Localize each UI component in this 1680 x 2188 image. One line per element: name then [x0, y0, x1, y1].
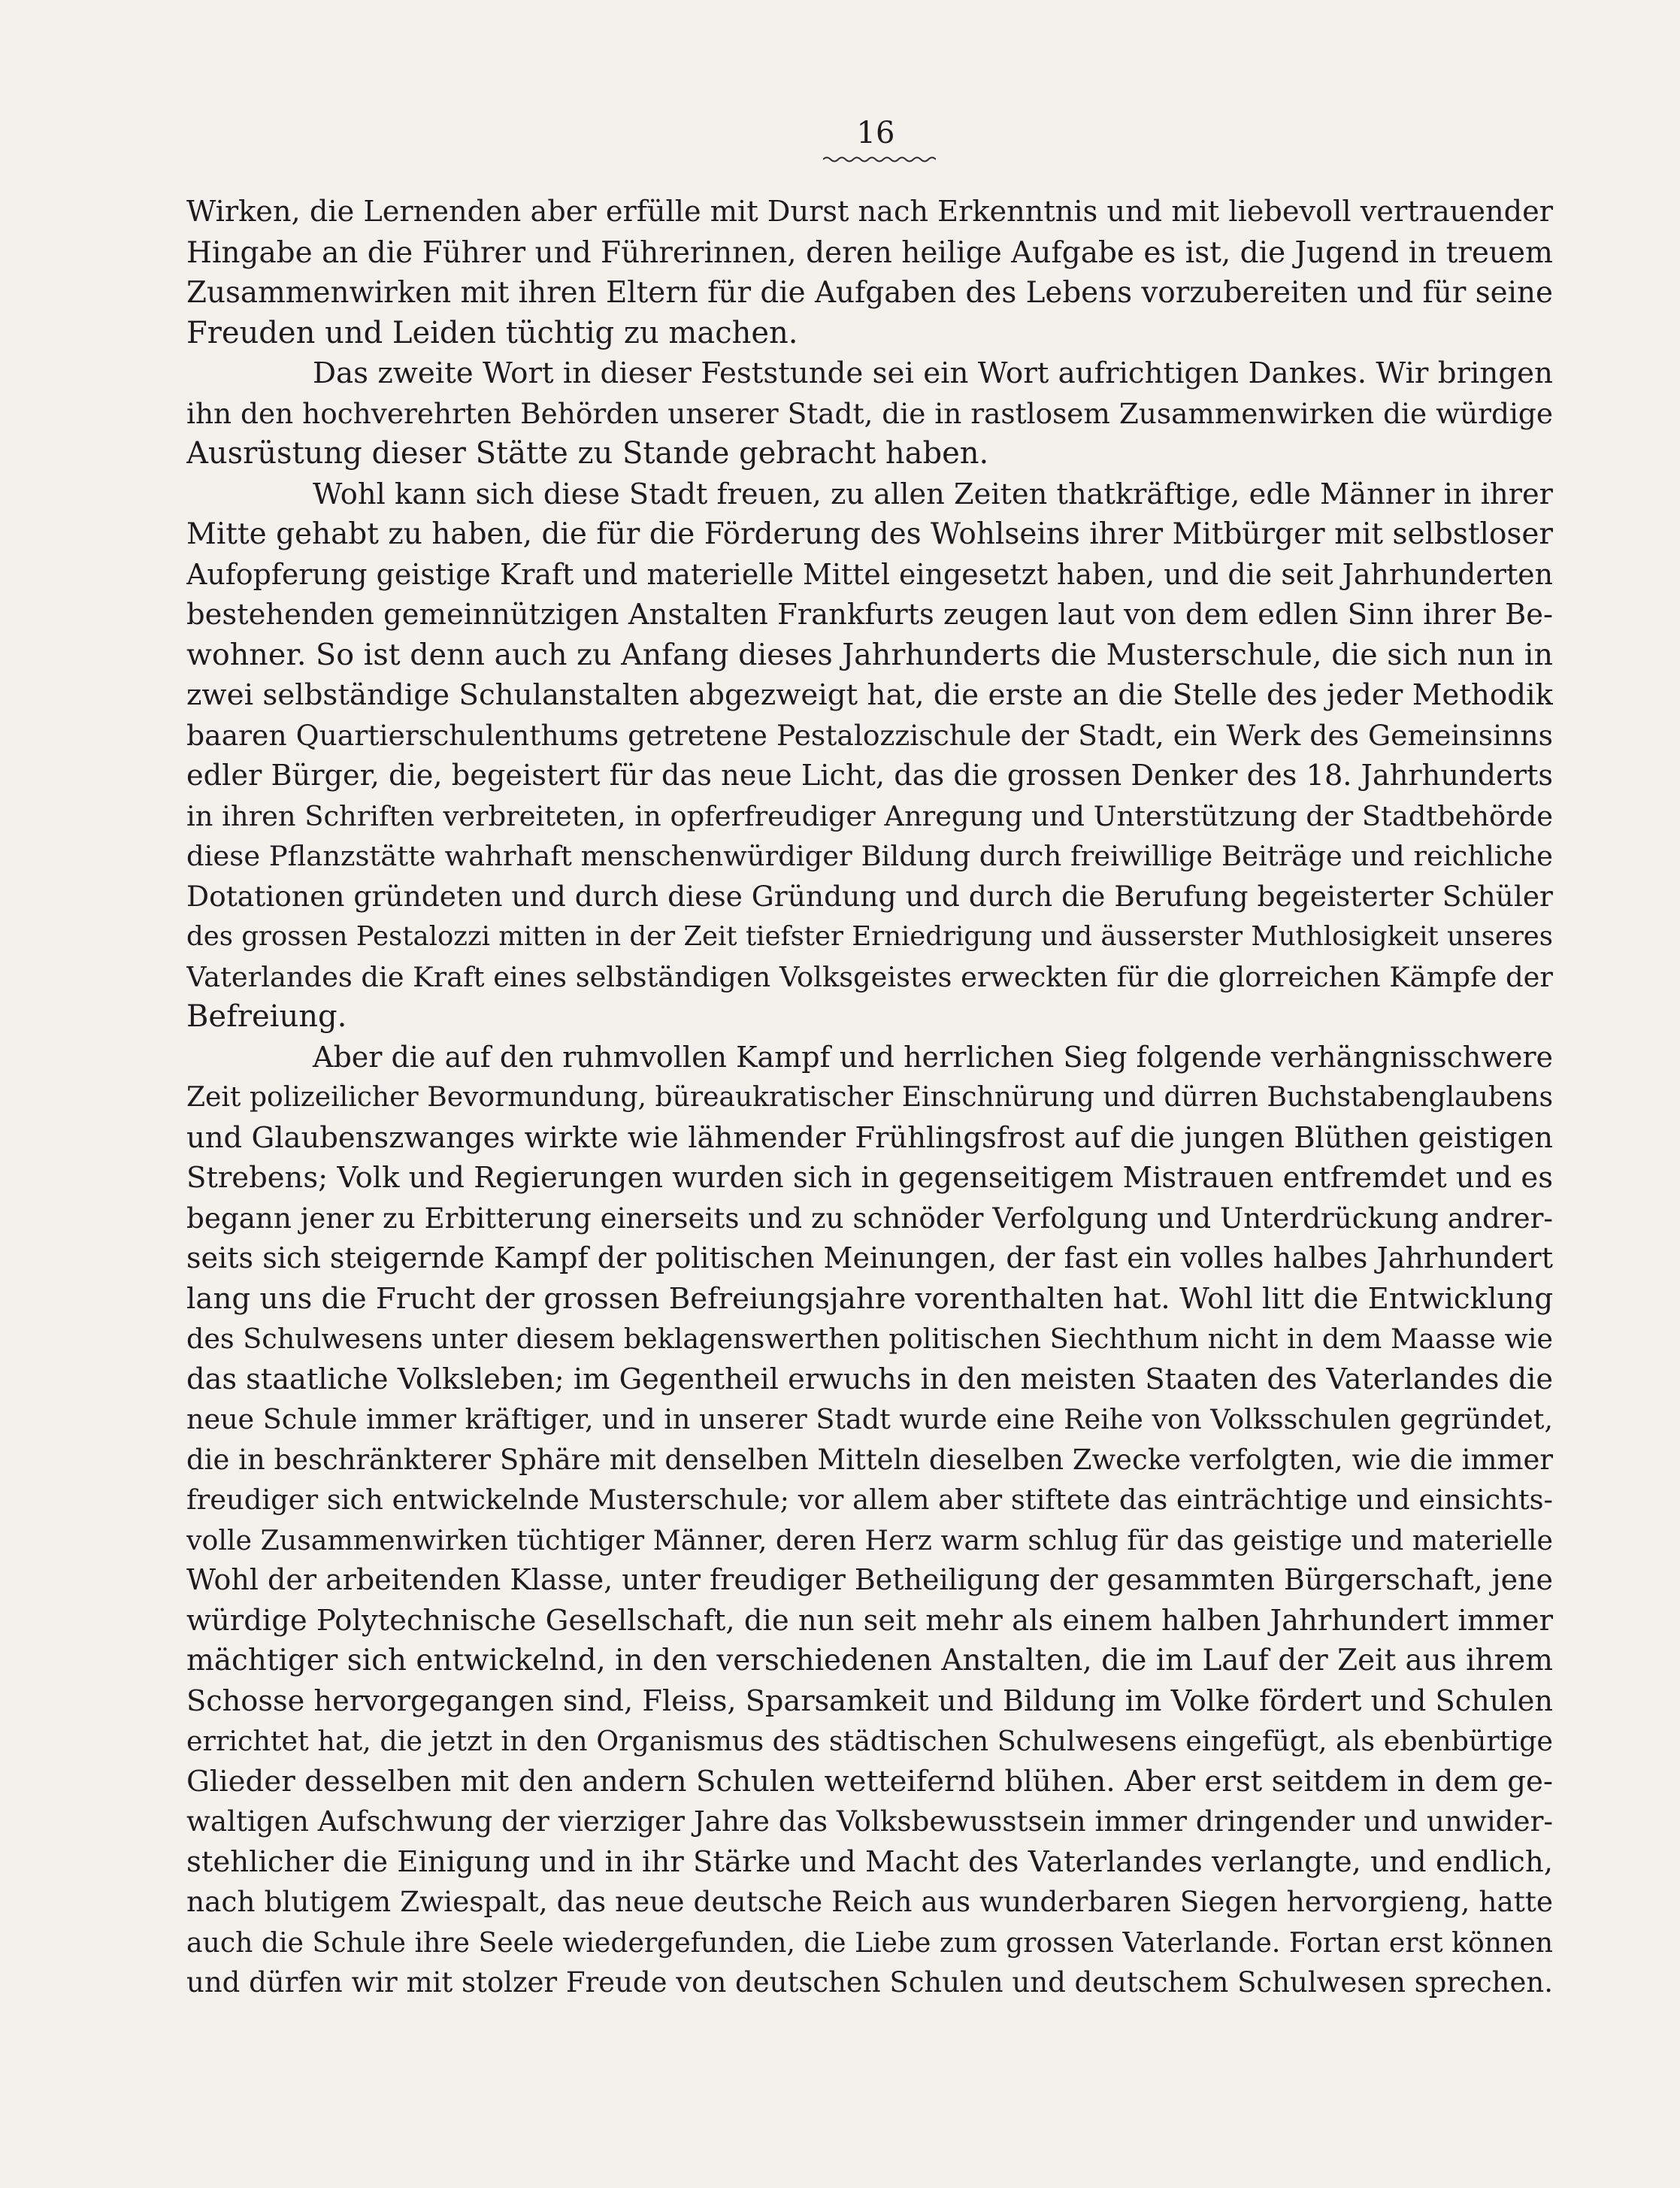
text-line: Zusammenwirken mit ihren Eltern für die Aufgaben des Lebens vorzubereiten und für seine — [186, 276, 1553, 310]
text-line: würdige Polytechnische Gesellschaft, die nun seit mehr als einem halben Jahrhundert immer — [186, 1603, 1553, 1638]
page-number: 16 — [856, 116, 895, 150]
text-line: Dotationen gründeten und durch diese Gründung und durch die Berufung begeisterter Schüler — [186, 879, 1553, 913]
text-line: Vaterlandes die Kraft eines selbständigen Volksgeistes erweckten für die glorreichen Kämpfe der — [186, 960, 1553, 993]
text-line: waltigen Aufschwung der vierziger Jahre das Volksbewusstsein immer dringender und unwider- — [186, 1805, 1553, 1838]
text-line: errichtet hat, die jetzt in den Organismus des städtischen Schulwesens eingefügt, als ebenbürtige — [186, 1725, 1553, 1757]
text-line: edler Bürger, die, begeistert für das neue Licht, das die grossen Denker des 18. Jahrhunderts — [186, 759, 1553, 792]
text-line: seits sich steigernde Kampf der politischen Meinungen, der fast ein volles halbes Jahrhundert — [186, 1241, 1553, 1274]
text-line: auch die Schule ihre Seele wiedergefunden, die Liebe zum grossen Vaterlande. Fortan erst können — [186, 1926, 1553, 1959]
text-line: Befreiung. — [186, 999, 347, 1034]
text-line: Freuden und Leiden tüchtig zu machen. — [186, 315, 798, 350]
text-line: zwei selbständige Schulanstalten abgezweigt hat, die erste an die Stelle des jeder Methodik — [186, 678, 1553, 712]
text-line: ihn den hochverehrten Behörden unserer Stadt, die in rastlosem Zusammenwirken die würdige — [186, 396, 1553, 430]
text-line: Aber die auf den ruhmvollen Kampf und herrlichen Sieg folgende verhängnisschwere — [313, 1040, 1553, 1074]
text-line: baaren Quartierschulenthums getretene Pestalozzischule der Stadt, ein Werk des Gemeinsinns — [186, 718, 1553, 752]
text-line: begann jener zu Erbitterung einerseits und zu schnöder Verfolgung und Unterdrückung andrer- — [186, 1201, 1553, 1235]
text-line: des Schulwesens unter diesem beklagenswerthen politischen Siechthum nicht in dem Maasse wie — [186, 1323, 1553, 1355]
text-line: und dürfen wir mit stolzer Freude von deutschen Schulen und deutschem Schulwesen sprechen. — [186, 1966, 1553, 1999]
text-line: Hingabe an die Führer und Führerinnen, deren heilige Aufgabe es ist, die Jugend in treuem — [186, 235, 1553, 270]
body-text — [186, 192, 1553, 2003]
text-line: das staatliche Volksleben; im Gegentheil erwuchs in den meisten Staaten des Vaterlandes die — [186, 1362, 1553, 1396]
text-line: Wohl der arbeitenden Klasse, unter freudiger Betheiligung der gesammten Bürgerschaft, jene — [186, 1563, 1553, 1596]
text-line: Schosse hervorgegangen sind, Fleiss, Sparsamkeit und Bildung im Volke fördert und Schulen — [186, 1683, 1553, 1718]
text-line: Glieder desselben mit den andern Schulen wetteifernd blühen. Aber erst seitdem in dem ge- — [186, 1764, 1553, 1799]
text-line: Zeit polizeilicher Bevormundung, büreaukratischer Einschnürung und dürren Buchstabenglaubens — [186, 1081, 1553, 1113]
text-line: diese Pflanzstätte wahrhaft menschenwürdiger Bildung durch freiwillige Beiträge und reichliche — [186, 840, 1553, 872]
text-line: wohner. So ist denn auch zu Anfang dieses Jahrhunderts die Musterschule, die sich nun in — [186, 637, 1553, 672]
text-line: die in beschränkterer Sphäre mit denselben Mitteln dieselben Zwecke verfolgten, wie die immer — [186, 1443, 1553, 1476]
text-line: Wohl kann sich diese Stadt freuen, zu allen Zeiten thatkräftige, edle Männer in ihrer — [313, 477, 1553, 511]
text-line: nach blutigem Zwiespalt, das neue deutsche Reich aus wunderbaren Siegen hervorgieng, hatte — [186, 1885, 1553, 1918]
text-line: stehlicher die Einigung und in ihr Stärke und Macht des Vaterlandes verlangte, und endlich, — [186, 1844, 1553, 1879]
text-line: in ihren Schriften verbreiteten, in opferfreudiger Anregung und Unterstützung der Stadtbehörde — [186, 799, 1553, 832]
text-line: freudiger sich entwickelnde Musterschule; vor allem aber stiftete das einträchtige und einsichts- — [186, 1483, 1553, 1516]
text-line: Strebens; Volk und Regierungen wurden sich in gegenseitigem Mistrauen entfremdet und es — [186, 1161, 1553, 1195]
text-line: Das zweite Wort in dieser Feststunde sei ein Wort aufrichtigen Dankes. Wir bringen — [313, 356, 1553, 390]
text-line: mächtiger sich entwickelnd, in den verschiedenen Anstalten, die im Lauf der Zeit aus ihrem — [186, 1644, 1553, 1677]
text-line: des grossen Pestalozzi mitten in der Zeit tiefster Erniedrigung und äusserster Muthlosigkeit unseres — [186, 921, 1553, 952]
text-line: volle Zusammenwirken tüchtiger Männer, deren Herz warm schlug für das geistige und materielle — [186, 1523, 1553, 1556]
page-number-ornament — [823, 155, 936, 162]
text-line: und Glaubenszwanges wirkte wie lähmender Frühlingsfrost auf die jungen Blüthen geistigen — [186, 1120, 1553, 1155]
text-line: lang uns die Frucht der grossen Befreiungsjahre vorenthalten hat. Wohl litt die Entwicklung — [186, 1281, 1553, 1316]
text-line: Wirken, die Lernenden aber erfülle mit Durst nach Erkenntnis und mit liebevoll vertrauender — [186, 195, 1553, 229]
text-line: Ausrüstung dieser Stätte zu Stande gebracht haben. — [186, 436, 989, 471]
text-line: neue Schule immer kräftiger, und in unserer Stadt wurde eine Reihe von Volksschulen gegründet, — [186, 1403, 1553, 1435]
text-line: bestehenden gemeinnützigen Anstalten Frankfurts zeugen laut von dem edlen Sinn ihrer Be- — [186, 598, 1553, 632]
text-line: Mitte gehabt zu haben, die für die Förderung des Wohlseins ihrer Mitbürger mit selbstloser — [186, 517, 1553, 551]
text-line: Aufopferung geistige Kraft und materielle Mittel eingesetzt haben, und die seit Jahrhunderten — [186, 557, 1553, 591]
